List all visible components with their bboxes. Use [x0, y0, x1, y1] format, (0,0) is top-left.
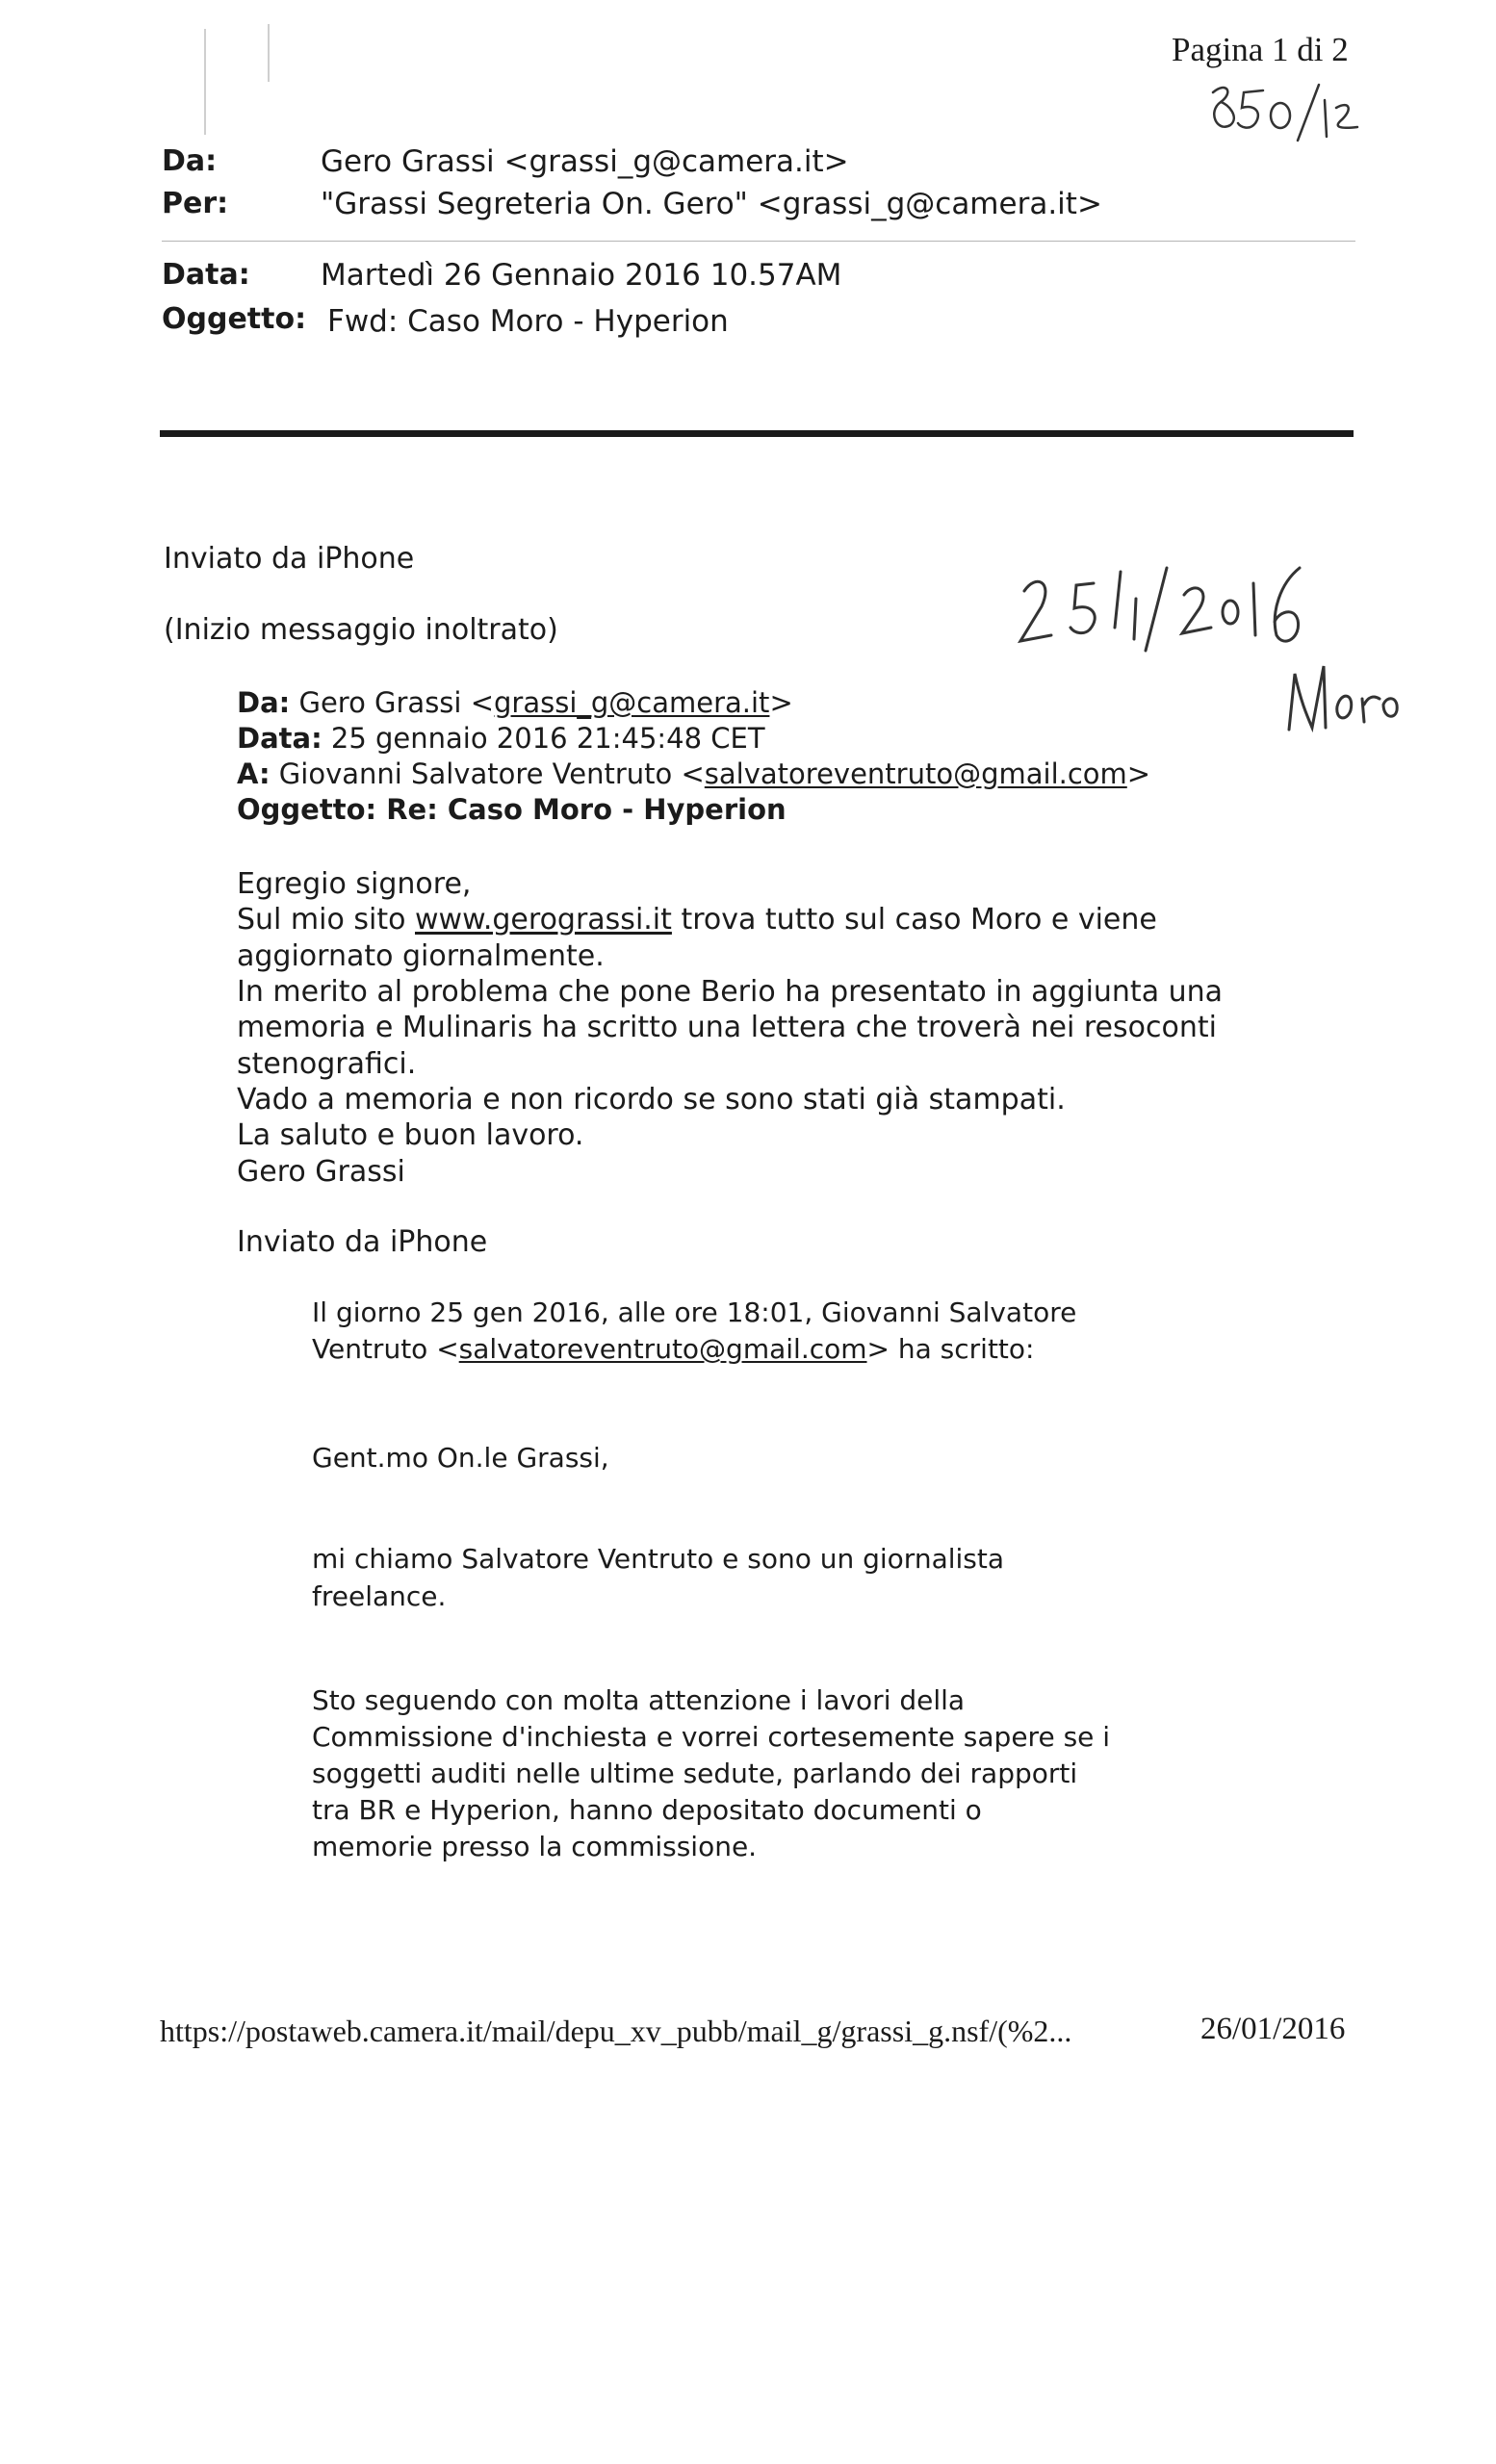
reply-line-3: aggiornato giornalmente.: [237, 939, 605, 973]
reply-line-2-pre: Sul mio sito: [237, 903, 415, 937]
quoted-paragraph-2-line-2: Commissione d'inchiesta e vorrei cortesemente sapere se i: [312, 1721, 1111, 1753]
header-divider-thick: [160, 430, 1354, 437]
quoted-salutation: Gent.mo On.le Grassi,: [312, 1442, 609, 1474]
forwarded-to-label: A:: [237, 757, 271, 790]
quoted-email-link[interactable]: salvatoreventruto@gmail.com: [458, 1333, 867, 1365]
reply-line-7: Vado a memoria e non ricordo se sono stati già stampati.: [237, 1083, 1066, 1116]
header-subject-label: Oggetto:: [162, 302, 307, 336]
quoted-paragraph-2-line-1: Sto seguendo con molta attenzione i lavori della: [312, 1684, 966, 1716]
header-subject-value: Fwd: Caso Moro - Hyperion: [327, 304, 729, 339]
reply-sent-from-iphone: Inviato da iPhone: [237, 1225, 488, 1259]
header-from-value: Gero Grassi <grassi_g@camera.it>: [321, 144, 849, 179]
reply-line-4: In merito al problema che pone Berio ha presentato in aggiunta una: [237, 975, 1224, 1009]
forwarded-message-start: (Inizio messaggio inoltrato): [164, 613, 558, 647]
forwarded-to-name: Giovanni Salvatore Ventruto <: [270, 757, 705, 790]
header-to-value: "Grassi Segreteria On. Gero" <grassi_g@camera.it>: [321, 187, 1102, 221]
reply-greeting: Egregio signore,: [237, 867, 472, 901]
handwritten-initials: [1277, 656, 1412, 733]
forwarded-from-close: >: [769, 686, 793, 719]
forwarded-from-name: Gero Grassi <: [290, 686, 494, 719]
reply-line-8: La saluto e buon lavoro.: [237, 1118, 584, 1152]
quoted-paragraph-2-line-5: memorie presso la commissione.: [312, 1831, 758, 1862]
forwarded-from: [237, 685, 793, 721]
quoted-intro-post: > ha scritto:: [866, 1333, 1035, 1365]
forwarded-from-label: Da:: [237, 686, 291, 719]
header-divider-thin: [162, 241, 1355, 242]
footer-url: https://postaweb.camera.it/mail/depu_xv_pubb/mail_g/grassi_g.nsf/(%2...: [160, 2014, 1072, 2048]
forwarded-date-label: Data:: [237, 722, 322, 755]
forwarded-subject-label: Oggetto:: [237, 793, 377, 826]
reply-signature: Gero Grassi: [237, 1155, 405, 1189]
forwarded-to-close: >: [1126, 757, 1151, 790]
header-date-label: Data:: [162, 258, 250, 292]
forwarded-date: [237, 721, 765, 757]
sent-from-iphone: Inviato da iPhone: [164, 542, 415, 576]
quoted-intro-pre: Ventruto <: [312, 1333, 459, 1365]
forwarded-subject: [237, 792, 787, 828]
quoted-paragraph-1-line-2: freelance.: [312, 1580, 447, 1612]
forwarded-date-value: 25 gennaio 2016 21:45:48 CET: [322, 722, 765, 755]
footer-date: 26/01/2016: [1200, 2012, 1346, 2046]
header-date-value: Martedì 26 Gennaio 2016 10.57AM: [321, 258, 842, 293]
scan-artifact: [204, 29, 206, 135]
quoted-intro-line-1: Il giorno 25 gen 2016, alle ore 18:01, Giovanni Salvatore: [312, 1296, 1077, 1328]
header-from-label: Da:: [162, 144, 218, 178]
reply-line-2: [237, 902, 1157, 938]
website-link[interactable]: www.gerograssi.it: [415, 903, 672, 937]
forwarded-subject-value: Re: Caso Moro - Hyperion: [376, 793, 787, 826]
handwritten-date: [1013, 558, 1359, 664]
forwarded-from-email-link[interactable]: grassi_g@camera.it: [494, 686, 770, 719]
handwritten-protocol-number: [1205, 79, 1369, 146]
reply-line-6: stenografici.: [237, 1047, 417, 1081]
forwarded-to-email-link[interactable]: salvatoreventruto@gmail.com: [704, 757, 1127, 790]
scan-artifact: [268, 24, 270, 82]
forwarded-to: [237, 757, 1150, 792]
header-to-label: Per:: [162, 187, 229, 220]
reply-line-2-post: trova tutto sul caso Moro e viene: [671, 903, 1157, 937]
quoted-paragraph-1-line-1: mi chiamo Salvatore Ventruto e sono un giornalista: [312, 1543, 1005, 1575]
quoted-intro-line-2: [312, 1331, 1034, 1368]
quoted-paragraph-2-line-3: soggetti auditi nelle ultime sedute, parlando dei rapporti: [312, 1758, 1078, 1789]
page-indicator: Pagina 1 di 2: [1172, 31, 1349, 68]
quoted-paragraph-2-line-4: tra BR e Hyperion, hanno depositato documenti o: [312, 1794, 982, 1826]
reply-line-5: memoria e Mulinaris ha scritto una lettera che troverà nei resoconti: [237, 1011, 1217, 1044]
